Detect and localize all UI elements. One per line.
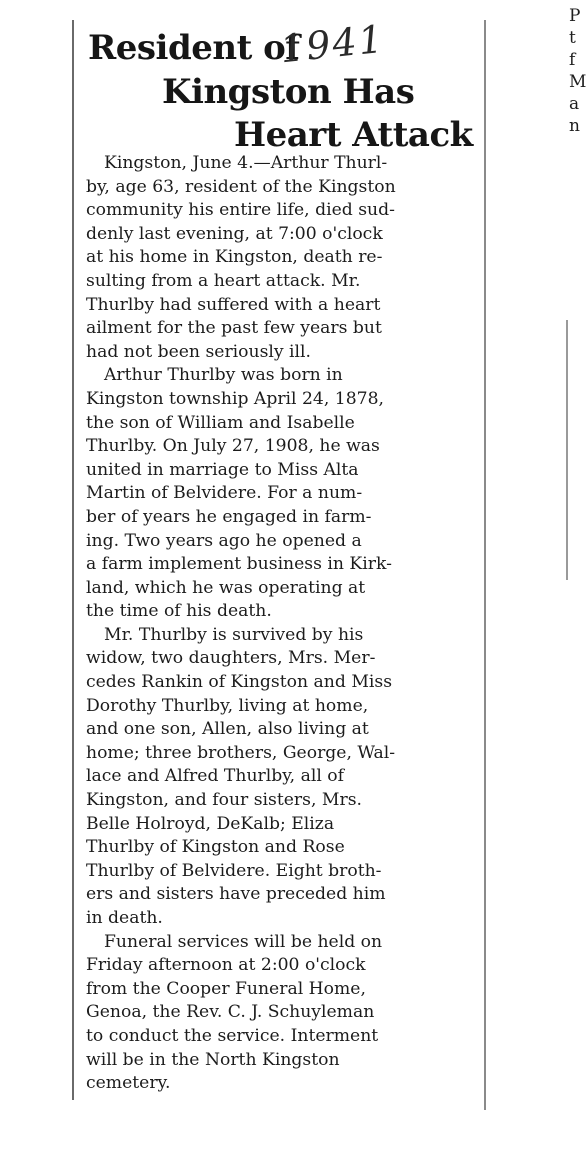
side-column-letter: a (569, 94, 580, 114)
article-line: sulting from a heart attack. Mr. (86, 270, 361, 291)
article-line: the son of William and Isabelle (86, 412, 355, 433)
article-line: Dorothy Thurlby, living at home, (86, 695, 369, 716)
article-body (86, 152, 464, 1096)
article-line: ber of years he engaged in farm- (86, 506, 372, 527)
article-line: from the Cooper Funeral Home, (86, 978, 366, 999)
article-line: cemetery. (86, 1073, 171, 1094)
article-line: united in marriage to Miss Alta (86, 459, 359, 480)
side-column-letter: t (569, 28, 576, 48)
article-line: Genoa, the Rev. C. J. Schuyleman (86, 1002, 375, 1023)
headline-line-3: Heart Attack (234, 115, 473, 155)
article-line: by, age 63, resident of the Kingston (86, 176, 396, 197)
article-line: ing. Two years ago he opened a (86, 530, 362, 551)
article-line: Belle Holroyd, DeKalb; Eliza (86, 813, 335, 834)
side-column-letter: P (569, 6, 581, 26)
article-paragraph (86, 624, 464, 931)
article-line: cedes Rankin of Kingston and Miss (86, 672, 393, 693)
article-line: Thurlby. On July 27, 1908, he was (86, 436, 380, 457)
article-line: Arthur Thurlby was born in (104, 365, 343, 386)
article-line: home; three brothers, George, Wal- (86, 742, 396, 763)
article-line: community his entire life, died sud- (86, 200, 395, 221)
article-line: widow, two daughters, Mrs. Mer- (86, 648, 376, 669)
article-line: Martin of Belvidere. For a num- (86, 483, 363, 504)
article-line: Mr. Thurlby is survived by his (104, 624, 364, 645)
handwritten-year: 1941 (277, 16, 387, 72)
article-paragraph (86, 152, 464, 364)
article-line: ailment for the past few years but (86, 318, 382, 339)
article-line: denly last evening, at 7:00 o'clock (86, 223, 383, 244)
article-line: will be in the North Kingston (86, 1049, 340, 1070)
article-line: Kingston, June 4.—Arthur Thurl- (104, 153, 388, 173)
adjacent-column-fragment (569, 5, 586, 137)
article-line: at his home in Kingston, death re- (86, 247, 383, 268)
article-line: Thurlby of Belvidere. Eight broth- (86, 860, 382, 881)
article-line: Funeral services will be held on (104, 931, 383, 952)
column-rule-left (72, 20, 74, 1100)
headline-line-2: Kingston Has (162, 72, 415, 112)
article-line: land, which he was operating at (86, 577, 366, 598)
headline-line-1: Resident of (88, 28, 300, 68)
article-line: the time of his death. (86, 601, 272, 622)
column-rule-far (566, 320, 568, 580)
article-line: Thurlby had suffered with a heart (86, 294, 381, 315)
article-line: Kingston township April 24, 1878, (86, 388, 384, 409)
article-line: ers and sisters have preceded him (86, 884, 386, 905)
article-paragraph (86, 931, 464, 1096)
article-line: Kingston, and four sisters, Mrs. (86, 790, 362, 811)
article-line: in death. (86, 908, 163, 928)
article-line: a farm implement business in Kirk- (86, 554, 392, 575)
article-line: Friday afternoon at 2:00 o'clock (86, 955, 366, 976)
side-column-letter: M (569, 72, 586, 92)
article-paragraph (86, 364, 464, 624)
article-line: Thurlby of Kingston and Rose (86, 837, 345, 858)
column-rule-right (484, 20, 486, 1110)
article-line: had not been seriously ill. (86, 341, 312, 362)
article-line: and one son, Allen, also living at (86, 719, 369, 740)
article-line: to conduct the service. Interment (86, 1025, 379, 1046)
article-line: lace and Alfred Thurlby, all of (86, 766, 344, 787)
side-column-letter: f (569, 50, 576, 70)
side-column-letter: n (569, 116, 580, 136)
